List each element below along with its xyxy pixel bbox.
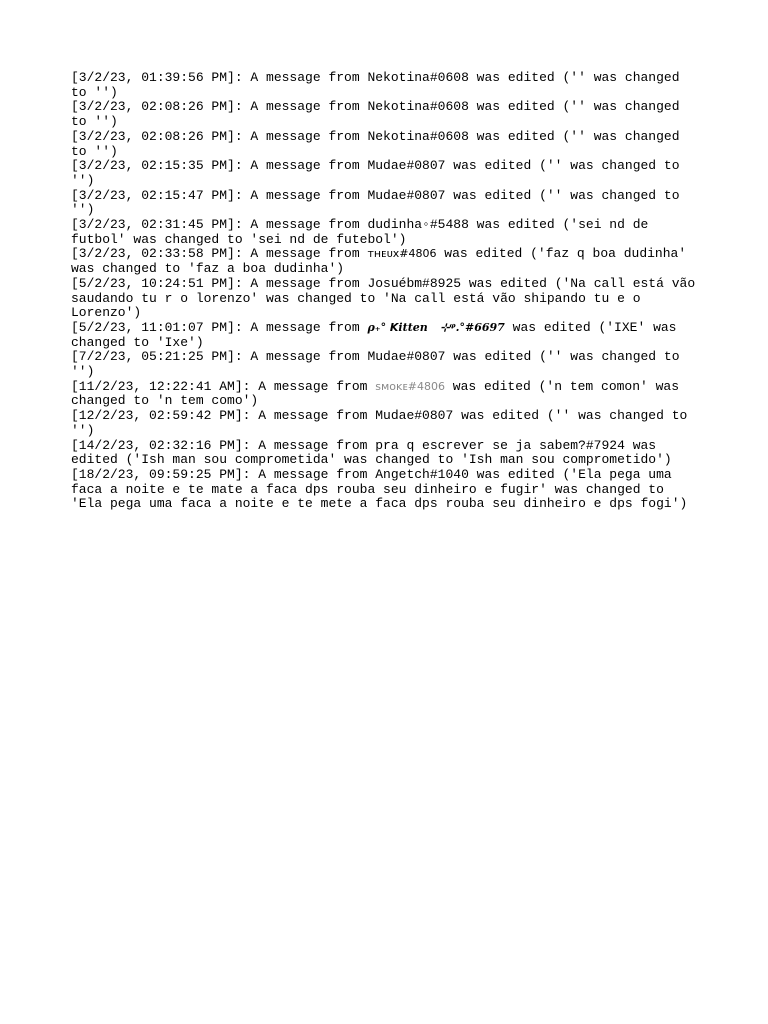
log-entry bbox=[71, 409, 701, 438]
entry-rest: was edited ('' was changed to '') bbox=[71, 408, 696, 438]
entry-prefix: [11/2/23, 12:22:41 AM]: A message from bbox=[71, 378, 376, 394]
entry-user: Mudae#0807 bbox=[367, 349, 446, 365]
entry-rest: was edited ('' was changed to '') bbox=[71, 187, 688, 218]
entry-rest: was edited ('' was changed to '') bbox=[71, 99, 688, 130]
log-entry bbox=[71, 100, 701, 129]
entry-prefix: [5/2/23, 11:01:07 PM]: A message from bbox=[71, 319, 368, 335]
entry-rest: was edited ('' was changed to '') bbox=[71, 128, 688, 159]
entry-user: Josuébm#8925 bbox=[367, 275, 462, 291]
entry-prefix: [7/2/23, 05:21:25 PM]: A message from bbox=[71, 349, 368, 365]
log-entry bbox=[71, 380, 701, 409]
entry-user: Nekotina#0608 bbox=[367, 99, 469, 115]
entry-prefix: [3/2/23, 02:31:45 PM]: A message from bbox=[71, 217, 368, 233]
entry-user: dudinha◦#5488 bbox=[367, 217, 469, 233]
entry-prefix: [3/2/23, 02:08:26 PM]: A message from bbox=[71, 99, 368, 115]
entry-prefix: [5/2/23, 10:24:51 PM]: A message from bbox=[71, 275, 368, 291]
entry-rest: was edited ('sei nd de futbol' was changed to 'sei nd de futebol') bbox=[71, 217, 657, 247]
log-entry bbox=[71, 468, 701, 512]
log-entry bbox=[71, 218, 701, 247]
entry-rest: was edited ('' was changed to '') bbox=[71, 158, 688, 188]
entry-user: Mudae#0807 bbox=[367, 187, 446, 203]
log-entry bbox=[71, 130, 701, 159]
log-entry bbox=[71, 189, 701, 218]
log-entry bbox=[71, 71, 701, 100]
entry-rest: was edited ('' was changed to '') bbox=[71, 349, 688, 380]
log-entry bbox=[71, 321, 701, 350]
entry-prefix: [12/2/23, 02:59:42 PM]: A message from bbox=[71, 408, 376, 424]
entry-prefix: [3/2/23, 02:33:58 PM]: A message from bbox=[71, 246, 368, 262]
entry-rest: was edited ('Na call está vão saudando tu r o lorenzo' was changed to 'Na call está vão shipando tu e o Lorenzo') bbox=[71, 275, 703, 321]
log-entry bbox=[71, 247, 701, 276]
log-entry bbox=[71, 159, 701, 188]
entry-prefix: [3/2/23, 02:08:26 PM]: A message from bbox=[71, 128, 368, 144]
entry-prefix: [3/2/23, 01:39:56 PM]: A message from bbox=[71, 70, 368, 85]
entry-user: Nekotina#0608 bbox=[367, 70, 469, 85]
entry-user: Mudae#0807 bbox=[375, 408, 454, 424]
entry-rest: was edited ('faz q boa dudinha' was changed to 'faz a boa dudinha') bbox=[71, 246, 694, 277]
log-entry bbox=[71, 350, 701, 379]
entry-user: Mudae#0807 bbox=[367, 158, 446, 174]
entry-user: ᴛʜᴇᴜx#4806 bbox=[367, 247, 437, 261]
entry-rest: was edited ('' was changed to '') bbox=[71, 70, 688, 100]
entry-rest: was edited ('IXE' was changed to 'Ixe') bbox=[71, 319, 685, 350]
edit-log bbox=[71, 71, 701, 512]
entry-user: ꜱᴍᴏᴋᴇ#4806 bbox=[375, 379, 445, 393]
entry-user: pra q escrever se ja sabem?#7924 bbox=[375, 437, 625, 453]
entry-rest: was edited ('n tem comon' was changed to 'n tem como') bbox=[71, 378, 687, 409]
log-entry bbox=[71, 439, 701, 468]
entry-prefix: [18/2/23, 09:59:25 PM]: A message from bbox=[71, 466, 376, 482]
entry-user: Angetch#1040 bbox=[375, 466, 469, 482]
entry-rest: was edited ('Ela pega uma faca a noite e te mate a faca dps rouba seu dinheiro e fugir' was changed to 'Ela pega uma faca a noite e te mete a faca dps rouba seu dinheiro e dps fogi') bbox=[71, 466, 688, 512]
entry-user: Nekotina#0608 bbox=[367, 128, 469, 144]
log-entry bbox=[71, 277, 701, 321]
entry-prefix: [3/2/23, 02:15:47 PM]: A message from bbox=[71, 187, 368, 203]
entry-prefix: [14/2/23, 02:32:16 PM]: A message from bbox=[71, 437, 376, 453]
entry-rest: was edited ('Ish man sou comprometida' was changed to 'Ish man sou comprometido') bbox=[71, 437, 672, 468]
entry-user: ρ₊° 𝙆itten ⠀⊹ᵠ.°#6697 bbox=[367, 320, 505, 334]
entry-prefix: [3/2/23, 02:15:35 PM]: A message from bbox=[71, 158, 368, 174]
